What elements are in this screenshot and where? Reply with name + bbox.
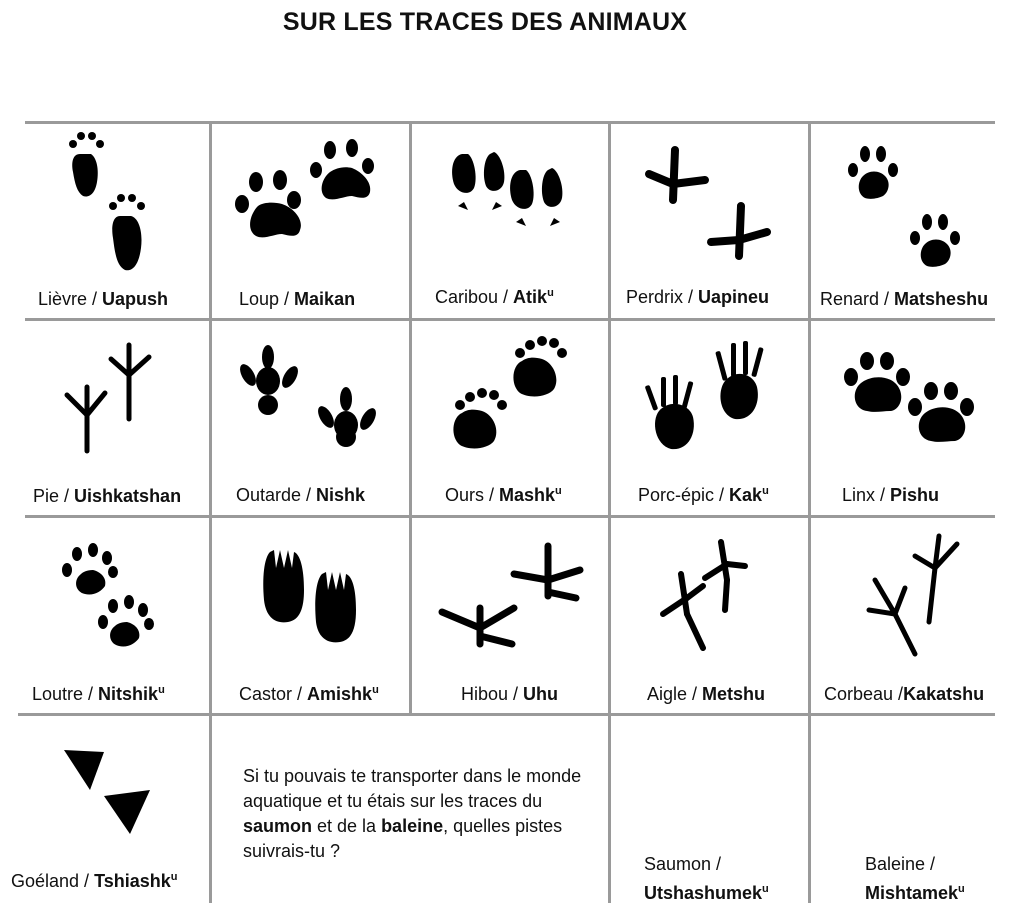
label-fr: Perdrix / xyxy=(626,287,699,307)
question-text xyxy=(243,764,588,864)
question-part: , quelles pistes suivrais-tu ? xyxy=(243,816,563,861)
label-innu: Pishu xyxy=(890,485,940,505)
label-innu: Kak xyxy=(729,485,763,505)
label-fr: Loup / xyxy=(239,289,295,309)
cell-renard xyxy=(811,124,1024,318)
label-fr: Castor / xyxy=(239,684,308,704)
label-renard xyxy=(820,289,988,310)
question-bold-saumon: saumon xyxy=(243,816,313,836)
label-castor xyxy=(239,684,379,705)
question-bold-baleine: baleine xyxy=(381,816,444,836)
label-outarde xyxy=(236,485,365,506)
label-fr: Lièvre / xyxy=(38,289,103,309)
label-innu: Maikan xyxy=(294,289,356,309)
cell-linx xyxy=(811,321,1024,515)
cell-porc-epic xyxy=(611,321,808,515)
label-porc-epic xyxy=(638,485,769,506)
label-fr: Aigle / xyxy=(647,684,703,704)
label-innu: Mishtamek xyxy=(865,883,959,903)
label-caribou xyxy=(435,287,554,308)
cell-hibou xyxy=(412,518,608,713)
label-innu: Utshashumek xyxy=(644,883,763,903)
label-innu: Uhu xyxy=(523,684,559,704)
label-sup: u xyxy=(555,485,562,497)
cell-caribou xyxy=(412,124,608,318)
label-innu: Nishk xyxy=(316,485,366,505)
label-innu: Nitshik xyxy=(98,684,159,704)
label-fr: Outarde / xyxy=(236,485,317,505)
cell-ours xyxy=(412,321,608,515)
cell-loup xyxy=(212,124,409,318)
label-loutre xyxy=(32,684,165,705)
label-innu: Amishk xyxy=(307,684,373,704)
label-pie xyxy=(33,486,181,507)
label-linx xyxy=(842,485,939,506)
label-fr: Corbeau / xyxy=(824,684,904,704)
label-innu: Atik xyxy=(513,287,548,307)
cell-lievre xyxy=(25,124,209,318)
cell-goeland xyxy=(0,716,209,903)
label-corbeau xyxy=(824,684,984,705)
label-ours xyxy=(445,485,562,506)
label-innu: Uishkatshan xyxy=(74,486,182,506)
cell-perdrix xyxy=(611,124,808,318)
label-fr: Linx / xyxy=(842,485,891,505)
label-fr: Caribou / xyxy=(435,287,514,307)
label-sup: u xyxy=(170,871,178,883)
label-sup: u xyxy=(762,883,769,895)
label-lievre xyxy=(38,289,168,310)
label-innu: Kakatshu xyxy=(903,684,985,704)
label-hibou xyxy=(461,684,558,705)
cell-aigle xyxy=(611,518,808,713)
label-innu: Metshu xyxy=(702,684,766,704)
question-part: et de la xyxy=(312,816,382,836)
cell-castor xyxy=(212,518,409,713)
cell-loutre xyxy=(25,518,209,713)
label-innu: Uapineu xyxy=(698,287,770,307)
question-part: Si tu pouvais te transporter dans le monde aquatique et tu étais sur les traces du xyxy=(243,766,582,811)
label-fr: Hibou / xyxy=(461,684,524,704)
label-innu: Tshiashk xyxy=(94,871,171,891)
label-fr: Renard / xyxy=(820,289,895,309)
label-aigle xyxy=(647,684,765,705)
cell-corbeau xyxy=(811,518,1024,713)
label-fr: Ours / xyxy=(445,485,500,505)
label-innu: Uapush xyxy=(102,289,169,309)
label-sup: u xyxy=(958,883,965,895)
label-loup xyxy=(239,289,355,310)
label-fr: Pie / xyxy=(33,486,75,506)
label-fr: Loutre / xyxy=(32,684,99,704)
label-fr: Porc-épic / xyxy=(638,485,730,505)
label-sup: u xyxy=(547,287,554,299)
label-fr: Saumon / xyxy=(644,854,722,874)
cell-outarde xyxy=(212,321,409,515)
label-sup: u xyxy=(762,485,769,497)
label-fr: Goéland / xyxy=(11,871,95,891)
label-sup: u xyxy=(158,684,165,696)
label-fr: Baleine / xyxy=(865,854,936,874)
label-baleine xyxy=(865,852,965,906)
label-innu: Matsheshu xyxy=(894,289,989,309)
label-perdrix xyxy=(626,287,769,308)
label-goeland xyxy=(11,871,178,892)
label-sup: u xyxy=(372,684,379,696)
label-saumon xyxy=(644,852,769,906)
page-title: SUR LES TRACES DES ANIMAUX xyxy=(282,8,688,36)
label-innu: Mashk xyxy=(499,485,556,505)
cell-pie xyxy=(25,321,209,515)
